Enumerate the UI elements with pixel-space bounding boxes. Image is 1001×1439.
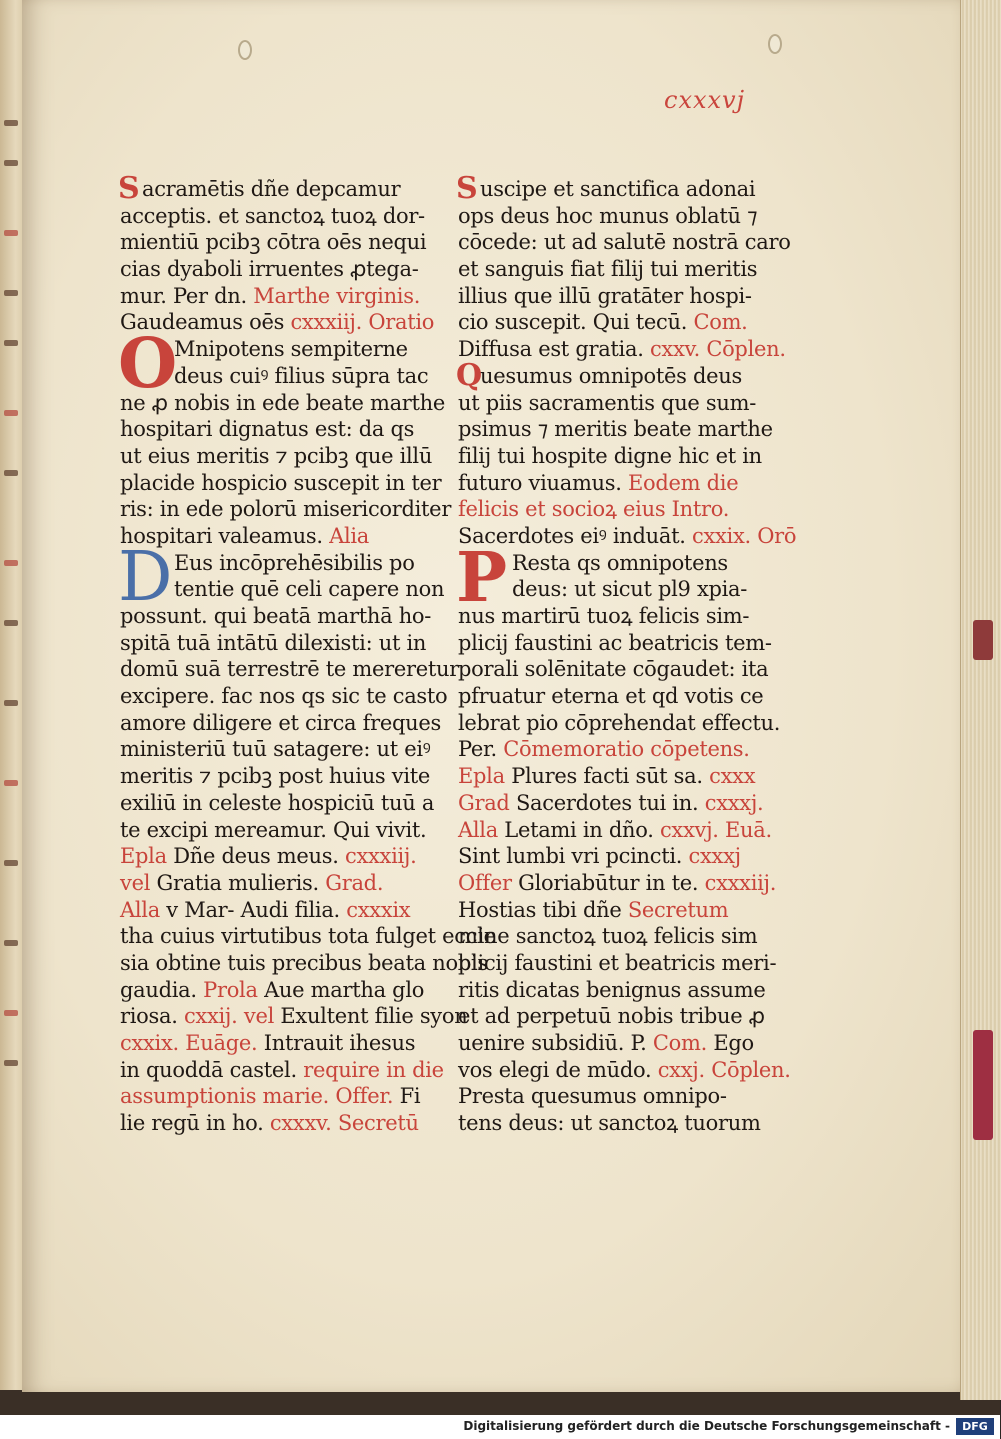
text-line bbox=[458, 630, 772, 657]
text-line bbox=[458, 710, 781, 737]
body-text: excipere. fac nos qs sic te casto bbox=[120, 684, 448, 709]
body-text: Dñe deus meus. bbox=[173, 844, 345, 869]
body-text: Aue martha glo bbox=[264, 977, 425, 1002]
rubric-text: Com. bbox=[693, 310, 748, 335]
rubric-text: Prola bbox=[203, 977, 265, 1002]
body-text: Ego bbox=[713, 1031, 754, 1055]
rubric-text: cxxv. Cōplen. bbox=[649, 337, 786, 362]
text-line bbox=[458, 470, 758, 497]
text-line bbox=[120, 790, 435, 817]
body-text: acramētis dñe depcamur bbox=[142, 177, 401, 201]
text-line bbox=[120, 923, 496, 950]
rubric-text: Epla bbox=[120, 844, 174, 869]
page-edges bbox=[960, 0, 1001, 1400]
rubric-text: Eodem die bbox=[628, 470, 739, 495]
text-line bbox=[120, 897, 420, 924]
text-line bbox=[120, 817, 427, 844]
body-text: Gaudeamus oēs bbox=[120, 310, 291, 335]
body-text: cōcede: ut ad salutē nostrā caro bbox=[458, 230, 791, 255]
rubric-text: felicis et socioꝝ eius Intro. bbox=[458, 497, 730, 522]
text-line bbox=[458, 1030, 758, 1057]
body-text: deus: ut sicut pl9 xpia- bbox=[512, 577, 748, 602]
rubric-text: Alla bbox=[458, 817, 505, 842]
rubric-text: cxxxix bbox=[346, 897, 411, 922]
rubric-text: Secretum bbox=[627, 897, 729, 922]
rubric-text: cxxix. Orō bbox=[692, 523, 797, 548]
rubric-text: Grad. bbox=[325, 870, 384, 895]
text-line bbox=[458, 950, 777, 977]
rubric-text: cxxxj bbox=[688, 844, 741, 869]
text-line bbox=[120, 416, 420, 443]
rubric-text: Grad bbox=[458, 790, 516, 815]
body-text: Resta qs omnipotens bbox=[512, 550, 728, 575]
body-text: et ad perpetuū nobis tribue ꝓ bbox=[458, 1004, 765, 1029]
text-line bbox=[458, 443, 762, 470]
text-line bbox=[120, 950, 488, 977]
body-text: te excipi mereamur. Qui vivit. bbox=[120, 817, 427, 842]
text-line bbox=[458, 416, 773, 443]
body-text: Exultent filie syon bbox=[280, 1004, 468, 1029]
text-line bbox=[458, 1057, 791, 1084]
text-line bbox=[458, 390, 758, 417]
initial-letter: S bbox=[456, 171, 478, 206]
initial-letter: S bbox=[118, 171, 140, 206]
body-text: riosa. bbox=[120, 1004, 184, 1029]
body-text: Plures facti sūt sa. bbox=[511, 764, 710, 789]
body-text: illius que illū gratāter hospi- bbox=[458, 283, 752, 308]
rubric-text: cxxxiij. Oratio bbox=[290, 310, 435, 335]
body-text: Mnipotens sempiterne bbox=[174, 337, 408, 362]
body-text: Sacerdotes tui in. bbox=[515, 790, 705, 815]
body-text: tha cuius virtutibus tota fulget eccle bbox=[120, 924, 496, 949]
text-line bbox=[120, 443, 433, 470]
body-text: uscipe et sanctifica adonai bbox=[480, 177, 756, 201]
body-text: exiliū in celeste hospiciū tuū a bbox=[120, 790, 435, 815]
body-text: vos elegi de mūdo. bbox=[458, 1057, 658, 1082]
body-text: Presta quesumus omnipo- bbox=[458, 1084, 727, 1109]
text-line bbox=[458, 683, 764, 710]
body-text: ne ꝓ nobis in ede beate marthe bbox=[120, 390, 446, 415]
rubric-text: Epla bbox=[458, 764, 512, 789]
body-text: Intrauit ihesus bbox=[263, 1031, 416, 1055]
text-line bbox=[120, 229, 427, 256]
left-text-column bbox=[118, 171, 496, 1137]
text-line bbox=[458, 1083, 758, 1110]
rubric-text: assumptionis marie. Offer. bbox=[120, 1084, 400, 1109]
rubric-text: require in die bbox=[303, 1057, 444, 1082]
body-text: plicij faustini et beatricis meri- bbox=[458, 950, 777, 975]
body-text: et sanguis fiat filij tui meritis bbox=[458, 257, 758, 282]
rubric-text: Offer bbox=[458, 870, 519, 895]
rubric-text: Com. bbox=[652, 1031, 714, 1055]
text-line bbox=[120, 1030, 420, 1057]
text-line bbox=[458, 923, 758, 950]
text-line bbox=[458, 736, 758, 763]
text-line bbox=[458, 656, 769, 683]
text-line bbox=[458, 763, 758, 790]
text-line bbox=[458, 977, 766, 1004]
text-line bbox=[458, 870, 777, 897]
body-text: mientiū pcibꝫ cōtra oēs nequi bbox=[120, 230, 427, 255]
body-text: possunt. qui beatā marthā ho- bbox=[120, 604, 432, 628]
text-line bbox=[458, 897, 758, 924]
body-text: cias dyaboli irruentes ꝓtega- bbox=[120, 257, 419, 282]
text-line bbox=[458, 1110, 761, 1137]
body-text: lie regū in ho. bbox=[120, 1111, 270, 1136]
initial-letter: D bbox=[118, 537, 173, 617]
body-text: spitā tuā intātū dilexisti: ut in bbox=[120, 630, 427, 655]
text-line bbox=[120, 496, 452, 523]
body-text: mur. Per dn. bbox=[120, 283, 254, 308]
text-line bbox=[458, 283, 758, 310]
body-text: Gloriabūtur in te. bbox=[518, 870, 705, 895]
body-text: Eus incōprehēsibilis po bbox=[174, 550, 415, 575]
body-text: placide hospicio suscepit in ter bbox=[120, 470, 442, 495]
text-line bbox=[120, 710, 441, 737]
initial-letter: P bbox=[456, 537, 508, 618]
body-text: mine sanctoꝝ tuoꝝ felicis sim bbox=[458, 924, 758, 949]
body-text: ris: in ede polorū misericorditer bbox=[120, 497, 452, 522]
text-line bbox=[120, 1057, 444, 1084]
body-text: sia obtine tuis precibus beata nobis bbox=[120, 950, 488, 975]
text-line bbox=[458, 817, 772, 844]
rubric-text: cxxxj. bbox=[704, 790, 764, 815]
text-line bbox=[120, 656, 459, 683]
rubric-text: Marthe virginis. bbox=[253, 283, 421, 308]
rubric-text: cxxvj. Euā. bbox=[659, 817, 772, 842]
rubric-text: cxxix. Euāge. bbox=[120, 1031, 264, 1055]
rubric-text: cxxxv. Secretū bbox=[269, 1111, 419, 1136]
body-text: Sint lumbi vri pcincti. bbox=[458, 844, 689, 869]
text-line bbox=[120, 1110, 420, 1137]
binding-hole bbox=[238, 40, 252, 60]
dfg-logo: DFG bbox=[956, 1418, 994, 1435]
binding-hole bbox=[768, 34, 782, 54]
body-text: ops deus hoc munus oblatū ⁊ bbox=[458, 203, 758, 228]
body-text: tentie quē celi capere non bbox=[174, 577, 445, 602]
digitization-footer bbox=[0, 1415, 1000, 1439]
body-text: ut piis sacramentis que sum- bbox=[458, 390, 757, 415]
text-line bbox=[120, 736, 431, 763]
body-text: hospitari dignatus est: da qs bbox=[120, 417, 415, 442]
body-text: futuro viuamus. bbox=[458, 470, 629, 495]
text-line bbox=[458, 1003, 765, 1030]
body-text: plicij faustini ac beatricis tem- bbox=[458, 630, 772, 655]
rubric-text: vel bbox=[120, 870, 157, 895]
body-text: tens deus: ut sanctoꝝ tuorum bbox=[458, 1111, 761, 1136]
rubric-text: Alla bbox=[120, 897, 167, 922]
body-text: Letami in dño. bbox=[504, 817, 660, 842]
body-text: uesumus omnipotēs deus bbox=[480, 363, 742, 388]
body-text: ut eius meritis ⁊ pcibꝫ que illū bbox=[120, 443, 433, 468]
rubric-text: cxxxiij. bbox=[345, 844, 417, 869]
text-line bbox=[118, 171, 420, 206]
body-text: deus cuiꝰ filius sūpra tac bbox=[174, 363, 429, 388]
text-line bbox=[458, 843, 758, 870]
text-line bbox=[120, 977, 425, 1004]
body-text: in quoddā castel. bbox=[120, 1057, 304, 1082]
text-line bbox=[120, 630, 427, 657]
right-text-column bbox=[456, 171, 797, 1137]
text-line bbox=[458, 496, 758, 523]
body-text: acceptis. et sanctoꝝ tuoꝝ dor- bbox=[120, 203, 425, 228]
body-text: ritis dicatas benignus assume bbox=[458, 977, 766, 1002]
rubric-text: cxxx bbox=[709, 764, 756, 789]
text-line bbox=[456, 357, 758, 393]
text-line bbox=[120, 763, 431, 790]
body-text: Per. bbox=[458, 737, 504, 762]
body-text: Gratia mulieris. bbox=[156, 870, 326, 895]
text-line bbox=[120, 870, 420, 897]
text-line bbox=[458, 309, 758, 336]
rubric-text: cxxij. vel bbox=[183, 1004, 281, 1029]
rubric-text: Alia bbox=[329, 523, 370, 548]
body-text: domū suā terrestrē te mereretur bbox=[120, 657, 459, 682]
body-text: Fi bbox=[399, 1084, 421, 1109]
text-line bbox=[120, 283, 420, 310]
text-line bbox=[120, 683, 448, 710]
body-text: Hostias tibi dñe bbox=[458, 897, 628, 922]
body-text: cio suscepit. Qui tecū. bbox=[458, 310, 694, 335]
text-line bbox=[120, 203, 425, 230]
text-line bbox=[458, 336, 786, 363]
body-text: lebrat pio cōprehendat effectu. bbox=[458, 710, 781, 735]
rubric-text: cxxj. Cōplen. bbox=[657, 1057, 791, 1082]
body-text: psimus ⁊ meritis beate marthe bbox=[458, 417, 773, 442]
rubric-text: cxxxiij. bbox=[704, 870, 777, 895]
body-text: meritis ⁊ pcibꝫ post huius vite bbox=[120, 764, 431, 789]
text-line bbox=[120, 843, 420, 870]
rubric-text: Cōmemoratio cōpetens. bbox=[503, 737, 750, 762]
text-line bbox=[458, 790, 764, 817]
text-line bbox=[458, 229, 791, 256]
body-text: uenire subsidiū. P. bbox=[458, 1031, 653, 1055]
text-line bbox=[120, 1003, 468, 1030]
body-text: Sacerdotes eiꝰ induāt. bbox=[458, 523, 692, 548]
initial-letter: Q bbox=[456, 357, 483, 393]
text-line bbox=[458, 203, 758, 230]
text-line bbox=[120, 256, 420, 283]
body-text: pfruatur eterna et qd votis ce bbox=[458, 684, 764, 709]
body-text: nus martirū tuoꝝ felicis sim- bbox=[458, 604, 750, 628]
body-text: ministeriū tuū satagere: ut eiꝰ bbox=[120, 737, 431, 762]
initial-letter: O bbox=[118, 324, 178, 405]
funding-credit: Digitalisierung gefördert durch die Deutsche Forschungsgemeinschaft - bbox=[463, 1419, 950, 1433]
text-line bbox=[456, 171, 758, 206]
body-text: filij tui hospite digne hic et in bbox=[458, 443, 762, 468]
text-line bbox=[120, 1083, 420, 1110]
body-text: v Mar- Audi filia. bbox=[166, 897, 347, 922]
body-text: amore diligere et circa freques bbox=[120, 710, 441, 735]
text-line bbox=[120, 470, 442, 497]
body-text: Diffusa est gratia. bbox=[458, 337, 650, 362]
body-text: gaudia. bbox=[120, 977, 204, 1002]
text-line bbox=[458, 256, 758, 283]
body-text: hospitari valeamus. bbox=[120, 523, 330, 548]
folio-number: cxxxvj bbox=[664, 86, 746, 114]
body-text: porali solēnitate cōgaudet: ita bbox=[458, 657, 769, 682]
